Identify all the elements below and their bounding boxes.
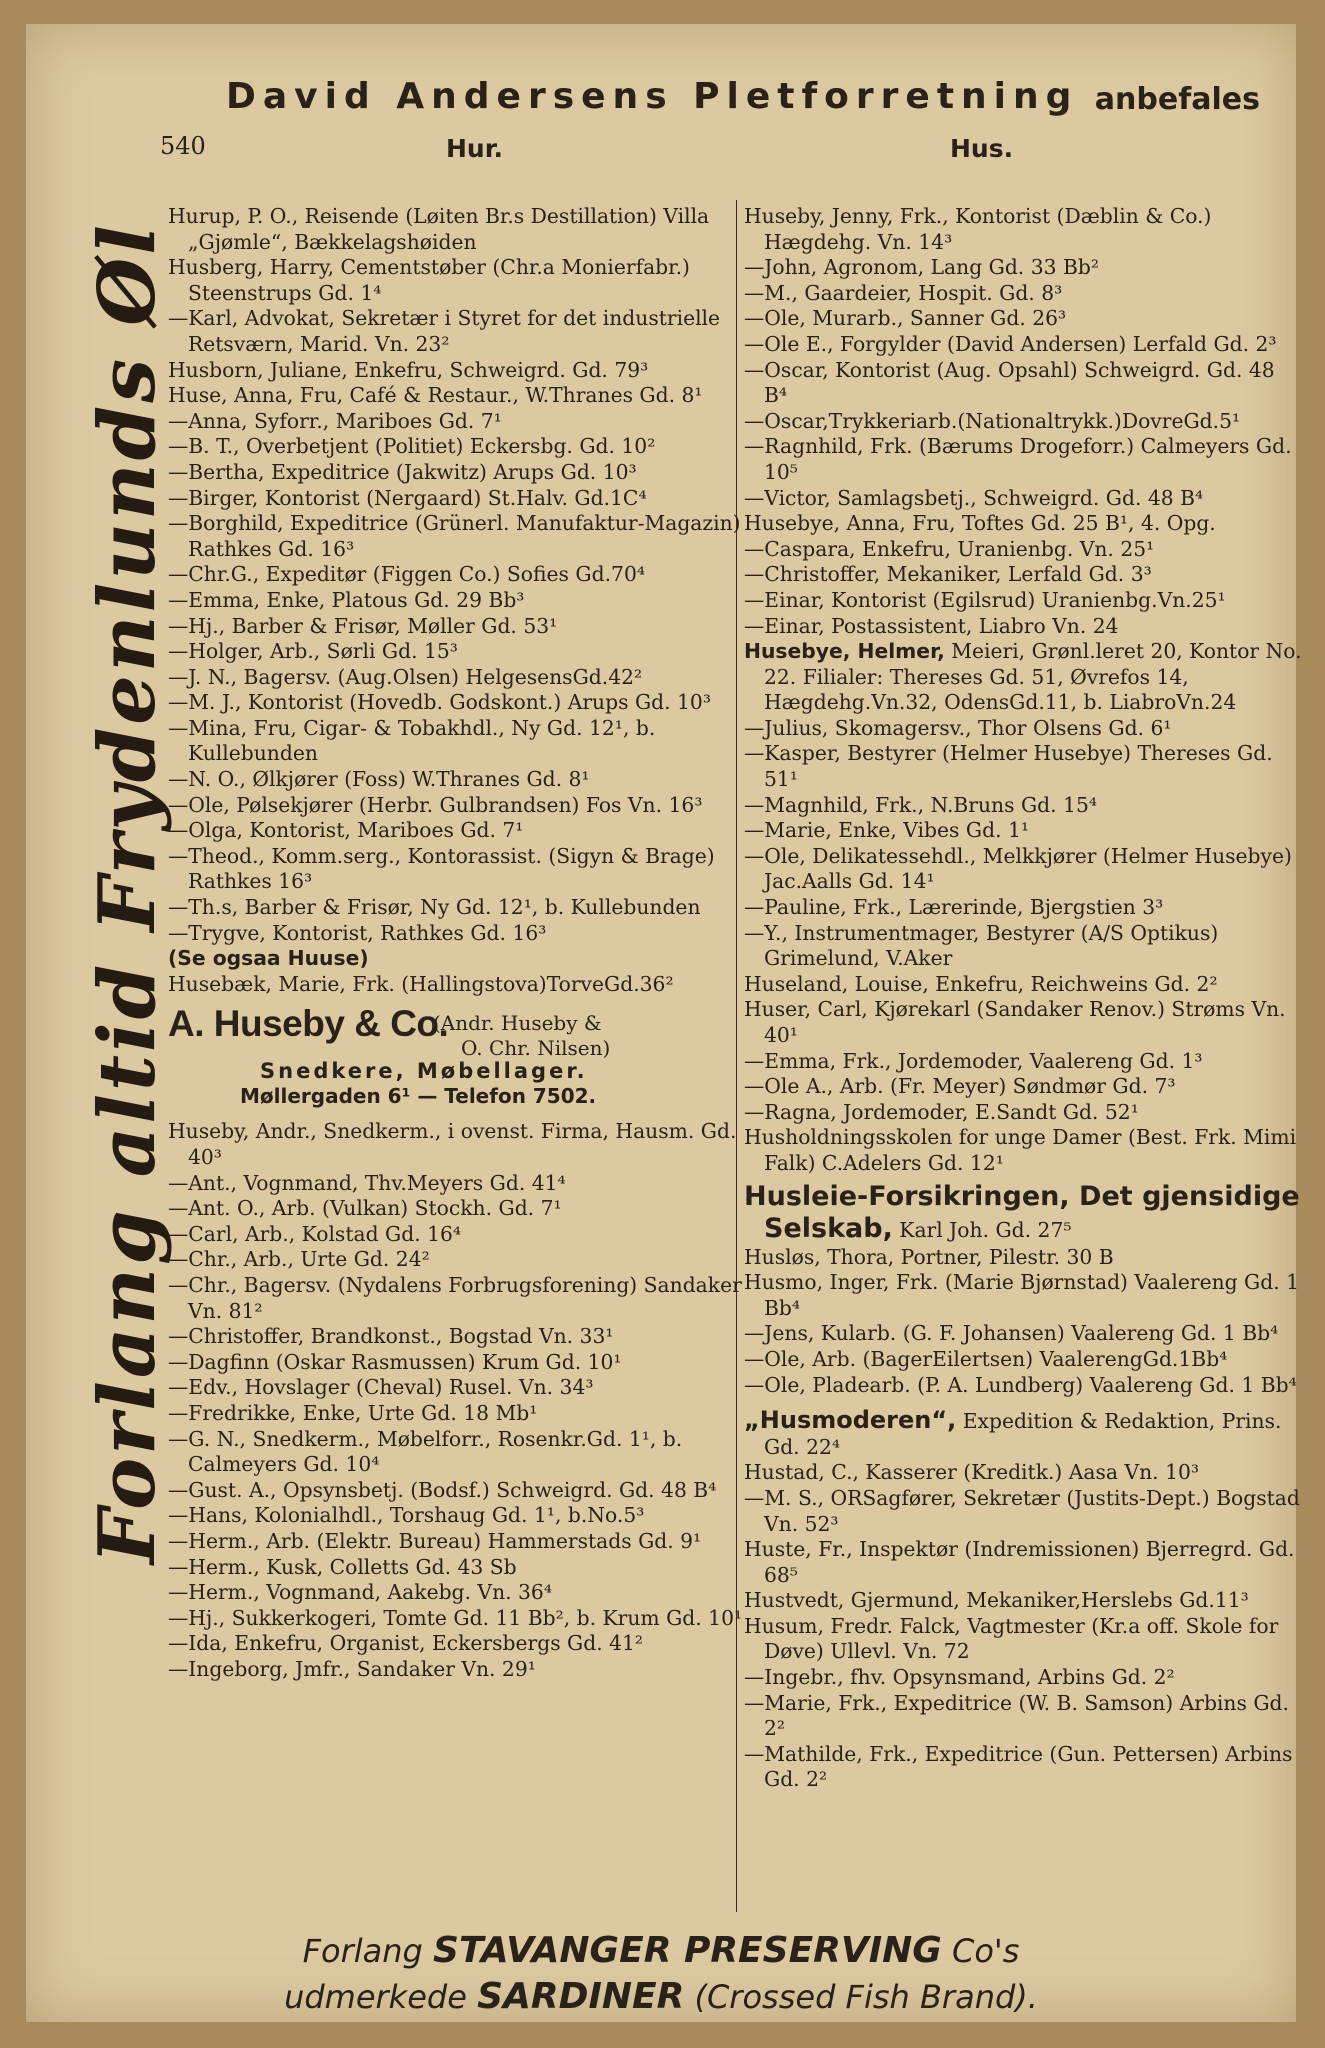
directory-entry: —Ole E., Forgylder (David Andersen) Lerfald Gd. 2³ <box>744 331 1277 356</box>
directory-entry: —Chr., Bagersv. (Nydalens Forbrugsforening) Sandaker Vn. 81² <box>168 1272 742 1323</box>
entry-text: Meieri, Grønl.leret 20, Kontor No. 22. Filialer: Thereses Gd. 51, Øvrefos 14, Hægdehg.Vn.32, OdensGd.11, b. LiabroVn.24 <box>764 639 1302 715</box>
right-entries-a <box>744 204 1304 639</box>
directory-entry: Husebye, Anna, Fru, Toftes Gd. 25 B¹, 4. Opg. <box>744 511 1216 536</box>
see-also-note: (Se ogsaa Huuse) <box>168 946 369 971</box>
directory-entry: —J. N., Bagersv. (Aug.Olsen) HelgesensGd.42² <box>168 664 643 689</box>
directory-entry: —Magnhild, Frk., N.Bruns Gd. 15⁴ <box>744 792 1097 817</box>
bottom-advert-text: Forlang <box>302 1932 434 1970</box>
right-column <box>744 204 1304 1793</box>
directory-entry: —Ida, Enkefru, Organist, Eckersbergs Gd. 41² <box>168 1631 644 1656</box>
directory-entry: —Chr., Arb., Urte Gd. 24² <box>168 1247 430 1272</box>
directory-entry: Husløs, Thora, Portner, Pilestr. 30 B <box>744 1244 1114 1269</box>
directory-entry: —Ole, Murarb., Sanner Gd. 26³ <box>744 306 1067 331</box>
directory-entry: —Ole A., Arb. (Fr. Meyer) Søndmør Gd. 7³ <box>744 1074 1176 1099</box>
directory-entry: —Dagfinn (Oskar Rasmussen) Krum Gd. 10¹ <box>168 1349 622 1374</box>
directory-entry: —Olga, Kontorist, Mariboes Gd. 7¹ <box>168 818 524 843</box>
directory-entry: —Mathilde, Frk., Expeditrice (Gun. Pettersen) Arbins Gd. 2² <box>744 1741 1293 1792</box>
right-entries-d <box>744 1460 1304 1793</box>
directory-entry: —Gust. A., Opsynsbetj. (Bodsf.) Schweigrd. Gd. 48 B⁴ <box>168 1477 717 1502</box>
directory-entry: —Herm., Vognmand, Aakebg. Vn. 36⁴ <box>168 1580 552 1605</box>
directory-entry: —Ant., Vognmand, Thv.Meyers Gd. 41⁴ <box>168 1170 566 1195</box>
bottom-advert-text: udmerkede <box>284 1978 478 2016</box>
directory-entry: —Ole, Pladearb. (P. A. Lundberg) Vaalereng Gd. 1 Bb⁴ <box>744 1372 1297 1397</box>
advert-box-huseby <box>168 1003 752 1109</box>
directory-entry: —Christoffer, Brandkonst., Bogstad Vn. 33¹ <box>168 1324 614 1349</box>
left-entries-b <box>168 1119 752 1682</box>
directory-entry: —Ant. O., Arb. (Vulkan) Stockh. Gd. 7¹ <box>168 1196 562 1221</box>
directory-entry: —Ingebr., fhv. Opsynsmand, Arbins Gd. 2² <box>744 1665 1175 1690</box>
directory-entry: —Birger, Kontorist (Nergaard) St.Halv. Gd.1C⁴ <box>168 485 647 510</box>
directory-entry: Huseby, Andr., Snedkerm., i ovenst. Firma, Hausm. Gd. 40³ <box>168 1119 737 1169</box>
entry-name-bold: Husebye, Helmer, <box>744 639 945 664</box>
right-entries-c <box>744 1245 1304 1399</box>
directory-entry: —Herm., Arb. (Elektr. Bureau) Hammerstads Gd. 9¹ <box>168 1528 702 1553</box>
directory-entry-husleie <box>744 1181 1304 1245</box>
directory-entry: —Hans, Kolonialhdl., Torshaug Gd. 1¹, b.No.5³ <box>168 1503 645 1528</box>
directory-entry: —Hj., Sukkerkogeri, Tomte Gd. 11 Bb², b. Krum Gd. 10¹ <box>168 1605 743 1630</box>
bottom-advert-line1 <box>26 1930 1296 1971</box>
top-advert-suffix: anbefales <box>1094 82 1260 117</box>
advert-owners <box>433 1011 610 1061</box>
directory-entry: —Oscar,Trykkeriarb.(Nationaltrykk.)DovreGd.5¹ <box>744 408 1241 433</box>
directory-entry: Husholdningsskolen for unge Damer (Best. Frk. Mimi Falk) C.Adelers Gd. 12¹ <box>744 1125 1297 1175</box>
bottom-advert-product: SARDINER <box>477 1976 685 2017</box>
directory-entry: —Hj., Barber & Frisør, Møller Gd. 53¹ <box>168 613 558 638</box>
directory-entry: —Borghild, Expeditrice (Grünerl. Manufaktur-Magazin) Rathkes Gd. 16³ <box>168 511 741 561</box>
directory-entry: —Victor, Samlagsbetj., Schweigrd. Gd. 48 B⁴ <box>744 485 1204 510</box>
husleie-address: Karl Joh. Gd. 27⁵ <box>892 1217 1072 1242</box>
directory-entry: Hurup, P. O., Reisende (Løiten Br.s Destillation) Villa „Gjømle“, Bækkelagshøiden <box>168 204 710 254</box>
directory-entry-husmoderen <box>744 1408 1304 1460</box>
advert-owners-line1: (Andr. Huseby & <box>433 1011 602 1036</box>
bottom-advert-line2 <box>26 1976 1296 2017</box>
directory-entry: —Ingeborg, Jmfr., Sandaker Vn. 29¹ <box>168 1656 536 1681</box>
bottom-advert-text: (Crossed Fish Brand). <box>684 1978 1038 2016</box>
directory-entry: —M. S., ORSagfører, Sekretær (Justits-Dept.) Bogstad Vn. 52³ <box>744 1485 1300 1536</box>
directory-entry: Huseby, Jenny, Frk., Kontorist (Dæblin & Co.) Hægdehg. Vn. 14³ <box>744 204 1212 254</box>
left-column <box>168 204 752 1682</box>
directory-entry: —Einar, Kontorist (Egilsrud) Uranienbg.Vn.25¹ <box>744 587 1226 612</box>
directory-entry: —Theod., Komm.serg., Kontorassist. (Sigyn & Brage) Rathkes 16³ <box>168 843 715 894</box>
directory-entry: Huste, Fr., Inspektør (Indremissionen) Bjerregrd. Gd. 68⁵ <box>744 1537 1295 1587</box>
directory-entry: —Oscar, Kontorist (Aug. Opsahl) Schweigrd. Gd. 48 B⁴ <box>744 357 1275 408</box>
directory-entry: —Y., Instrumentmager, Bestyrer (A/S Optikus) Grimelund, V.Aker <box>744 920 1219 971</box>
directory-entry: —M. J., Kontorist (Hovedb. Godskont.) Arups Gd. 10³ <box>168 690 711 715</box>
directory-entry: Huse, Anna, Fru, Café & Restaur., W.Thranes Gd. 8¹ <box>168 383 703 408</box>
directory-entry: —Th.s, Barber & Frisør, Ny Gd. 12¹, b. Kullebunden <box>168 895 701 920</box>
advert-address: Møllergaden 6¹ — Telefon 7502. <box>240 1084 597 1109</box>
husmoderen-text: Expedition & Redaktion, Prins. Gd. 22⁴ <box>764 1409 1282 1459</box>
left-entries-a <box>168 204 752 946</box>
directory-entry: —Carl, Arb., Kolstad Gd. 16⁴ <box>168 1221 462 1246</box>
directory-entry: —Ole, Pølsekjører (Herbr. Gulbrandsen) Fos Vn. 16³ <box>168 792 703 817</box>
directory-entry: —Ragnhild, Frk. (Bærums Drogeforr.) Calmeyers Gd. 10⁵ <box>744 434 1292 484</box>
directory-entry: —Christoffer, Mekaniker, Lerfald Gd. 3³ <box>744 562 1152 587</box>
directory-entry: —Julius, Skomagersv., Thor Olsens Gd. 6¹ <box>744 715 1172 740</box>
directory-entry: —Ragna, Jordemoder, E.Sandt Gd. 52¹ <box>744 1099 1139 1124</box>
directory-entry: —G. N., Snedkerm., Møbelforr., Rosenkr.Gd. 1¹, b. Calmeyers Gd. 10⁴ <box>168 1426 683 1477</box>
directory-page <box>26 24 1302 2022</box>
advert-trade: Snedkere, Møbellager. <box>260 1059 588 1084</box>
running-head-left: Hur. <box>446 134 503 163</box>
directory-entry: —Ole, Arb. (BagerEilertsen) VaalerengGd.1Bb⁴ <box>744 1346 1228 1371</box>
husleie-title: Husleie-Forsikringen, Det gjensidige Selskab, <box>744 1180 1300 1244</box>
directory-entry: —Pauline, Frk., Lærerinde, Bjergstien 3³ <box>744 895 1164 920</box>
directory-entry: Huser, Carl, Kjørekarl (Sandaker Renov.) Strøms Vn. 40¹ <box>744 997 1286 1047</box>
bottom-advert-text: Co's <box>941 1932 1020 1970</box>
directory-entry: —M., Gaardeier, Hospit. Gd. 8³ <box>744 280 1063 305</box>
directory-entry: —Karl, Advokat, Sekretær i Styret for det industrielle Retsværn, Marid. Vn. 23² <box>168 306 721 356</box>
directory-entry: —Marie, Enke, Vibes Gd. 1¹ <box>744 818 1029 843</box>
directory-entry: Husborn, Juliane, Enkefru, Schweigrd. Gd. 79³ <box>168 357 649 382</box>
directory-entry: Husebæk, Marie, Frk. (Hallingstova)TorveGd.36² <box>168 971 674 996</box>
directory-entry: —John, Agronom, Lang Gd. 33 Bb² <box>744 255 1099 280</box>
directory-entry: Husum, Fredr. Falck, Vagtmester (Kr.a off. Skole for Døve) Ullevl. Vn. 72 <box>744 1613 1279 1664</box>
directory-entry: —Emma, Enke, Platous Gd. 29 Bb³ <box>168 587 525 612</box>
directory-entry: Husmo, Inger, Frk. (Marie Bjørnstad) Vaalereng Gd. 1 Bb⁴ <box>744 1270 1300 1320</box>
directory-entry: —Edv., Hovslager (Cheval) Rusel. Vn. 34³ <box>168 1375 594 1400</box>
directory-entry-helmer <box>744 639 1304 716</box>
top-advert-firm: David Andersens Pletforretning <box>226 76 1079 117</box>
directory-entry: —Herm., Kusk, Colletts Gd. 43 Sb <box>168 1554 517 1579</box>
directory-entry: —Chr.G., Expeditør (Figgen Co.) Sofies Gd.70⁴ <box>168 562 645 587</box>
directory-entry: —Marie, Frk., Expeditrice (W. B. Samson) Arbins Gd. 2² <box>744 1690 1289 1741</box>
directory-entry: —B. T., Overbetjent (Politiet) Eckersbg. Gd. 10² <box>168 434 656 459</box>
directory-entry: —Ole, Delikatessehdl., Melkkjører (Helmer Husebye) Jac.Aalls Gd. 14¹ <box>744 843 1292 894</box>
directory-entry: Husberg, Harry, Cementstøber (Chr.a Monierfabr.) Steenstrups Gd. 1⁴ <box>168 255 690 305</box>
directory-entry: —Jens, Kularb. (G. F. Johansen) Vaalereng Gd. 1 Bb⁴ <box>744 1321 1279 1346</box>
directory-entry: —Fredrikke, Enke, Urte Gd. 18 Mb¹ <box>168 1400 538 1425</box>
directory-entry: —Emma, Frk., Jordemoder, Vaalereng Gd. 1³ <box>744 1048 1203 1073</box>
directory-entry: —Mina, Fru, Cigar- & Tobakhdl., Ny Gd. 12¹, b. Kullebunden <box>168 715 656 766</box>
directory-entry: Huseland, Louise, Enkefru, Reichweins Gd. 2² <box>744 971 1218 996</box>
right-entries-b <box>744 716 1304 1177</box>
advert-firm-name: A. Huseby & Co. <box>168 1003 449 1045</box>
directory-entry: —Holger, Arb., Sørli Gd. 15³ <box>168 639 458 664</box>
page-number: 540 <box>160 132 206 160</box>
directory-entry: —Caspara, Enkefru, Uranienbg. Vn. 25¹ <box>744 536 1155 561</box>
directory-entry: —Kasper, Bestyrer (Helmer Husebye) Thereses Gd. 51¹ <box>744 741 1273 792</box>
top-advert <box>26 76 1296 128</box>
directory-entry: —Einar, Postassistent, Liabro Vn. 24 <box>744 613 1119 638</box>
directory-entry: —Bertha, Expeditrice (Jakwitz) Arups Gd. 10³ <box>168 459 637 484</box>
directory-entry: Hustad, C., Kasserer (Kreditk.) Aasa Vn. 10³ <box>744 1460 1200 1485</box>
running-head-right: Hus. <box>950 134 1014 163</box>
bottom-advert-brand: STAVANGER PRESERVING <box>433 1930 942 1971</box>
directory-entry: Hustvedt, Gjermund, Mekaniker,Herslebs Gd.11³ <box>744 1588 1249 1613</box>
advert-owners-line2: O. Chr. Nilsen) <box>461 1036 611 1061</box>
side-advert: Forlang altid Frydenlunds Øl <box>82 222 173 1564</box>
directory-entry: —Anna, Syforr., Mariboes Gd. 7¹ <box>168 408 502 433</box>
directory-entry: —N. O., Ølkjører (Foss) W.Thranes Gd. 8¹ <box>168 767 590 792</box>
husmoderen-title: „Husmoderen“, <box>744 1406 957 1435</box>
directory-entry: —Trygve, Kontorist, Rathkes Gd. 16³ <box>168 920 547 945</box>
